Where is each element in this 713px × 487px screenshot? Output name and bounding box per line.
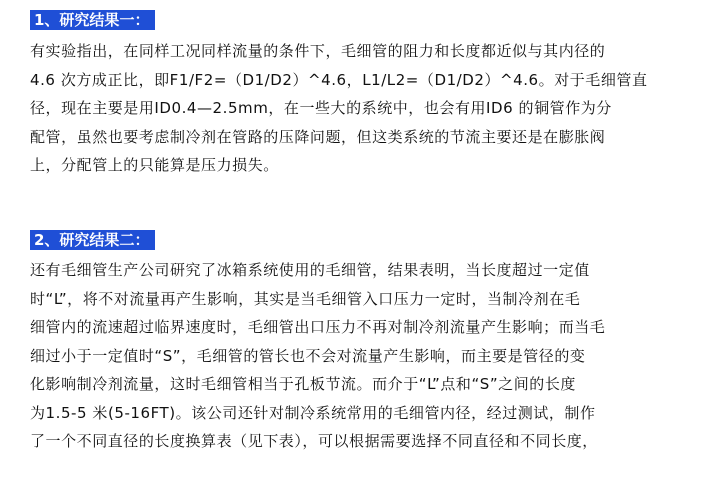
paragraph-line: 径，现在主要是用ID0.4—2.5mm，在一些大的系统中，也会有用ID6 的铜管作为分 (30, 99, 612, 117)
paragraph-line: 细过小于一定值时“S”，毛细管的管长也不会对流量产生影响，而主要是管径的变 (30, 346, 586, 365)
paragraph-line: 了一个不同直径的长度换算表（见下表），可以根据需要选择不同直径和不同长度， (30, 432, 598, 450)
paragraph-line: 有实验指出，在同样工况同样流量的条件下，毛细管的阻力和长度都近似与其内径的 (30, 42, 606, 60)
paragraph-line: 为1.5-5 米(5-16FT)。该公司还针对制冷系统常用的毛细管内径，经过测试，制作 (30, 403, 596, 422)
paragraph-line: 上，分配管上的只能算是压力损失。 (30, 156, 279, 174)
paragraph-line: 4.6 次方成正比，即F1/F2=（D1/D2）^4.6，L1/L2=（D1/D2）^4.6。对于毛细管直 (30, 70, 648, 89)
section-2-heading: 2、研究结果二： (30, 230, 155, 250)
section-2-paragraph (30, 256, 690, 456)
paragraph-line: 细管内的流速超过临界速度时，毛细管出口压力不再对制冷剂流量产生影响；而当毛 (30, 318, 606, 336)
paragraph-line: 时“L”，将不对流量再产生影响，其实是当毛细管入口压力一定时，当制冷剂在毛 (30, 289, 581, 308)
paragraph-line: 配管，虽然也要考虑制冷剂在管路的压降问题，但这类系统的节流主要还是在膨胀阀 (30, 127, 606, 146)
paragraph-line: 化影响制冷剂流量，这时毛细管相当于孔板节流。而介于“L”点和“S”之间的长度 (30, 375, 576, 393)
section-1-heading: 1、研究结果一： (30, 10, 155, 30)
paragraph-line: 还有毛细管生产公司研究了冰箱系统使用的毛细管，结果表明，当长度超过一定值 (30, 261, 590, 279)
section-1-paragraph (30, 37, 690, 180)
